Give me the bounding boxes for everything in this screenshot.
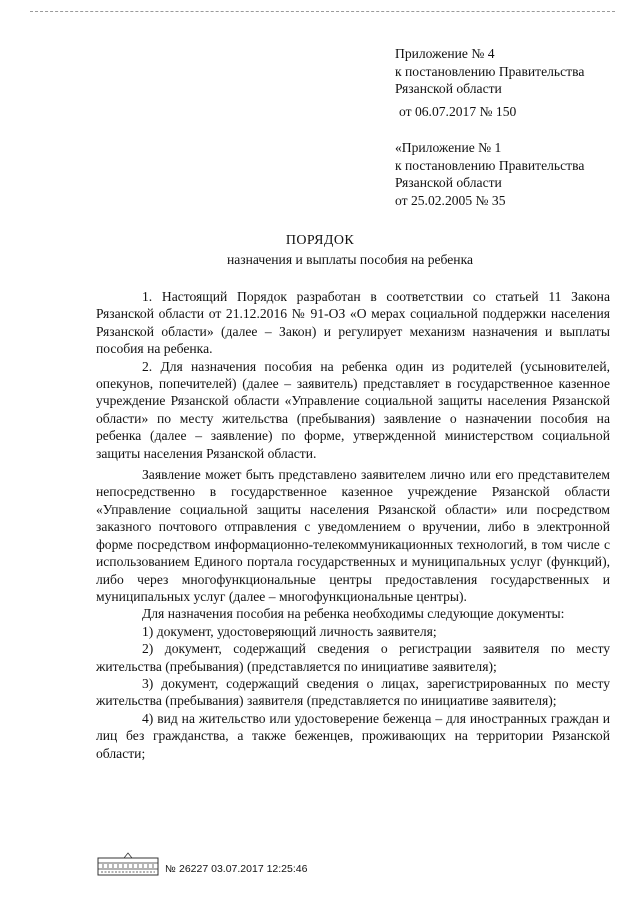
- top-dashed-line: [30, 11, 615, 12]
- document-title: ПОРЯДОК: [285, 233, 355, 248]
- header-line-6: к постановлению Правительства: [395, 157, 585, 173]
- list-item-3: 3) документ, содержащий сведения о лицах, зарегистрированных по месту жительства (пребывания) заявителя (представляется по инициативе заявителя);: [96, 675, 610, 709]
- header-line-2: к постановлению Правительства: [395, 63, 585, 79]
- registration-number: 26227 03.07.2017 12:25:46: [179, 863, 308, 875]
- registration-footer: [97, 852, 417, 878]
- header-line-1: Приложение № 4: [395, 46, 495, 61]
- list-item-4: 4) вид на жительство или удостоверение беженца – для иностранных граждан и лиц без гражданства, а также беженцев, проживающих на территории Рязанской области;: [96, 710, 610, 761]
- list-item-1: 1) документ, удостоверяющий личность заявителя;: [142, 623, 437, 639]
- paragraph-4: Для назначения пособия на ребенка необходимы следующие документы:: [142, 606, 565, 622]
- list-item-2: 2) документ, содержащий сведения о регистрации заявителя по месту жительства (пребывания) (представляется по инициативе заявителя);: [96, 641, 610, 674]
- document-body: [96, 288, 610, 762]
- header-line-7: Рязанской области: [395, 175, 502, 190]
- header-line-4: от 06.07.2017 № 150: [399, 103, 517, 119]
- header-line-8: от 25.02.2005 № 35: [395, 192, 506, 208]
- paragraph-3: Заявление может быть представлено заявителем лично или его представителем непосредственно в государственное казенное учреждение Рязанской области «Управление социальной защиты населения Рязанской области» или посредством заказного почтового отправления с уведомлением о вручении, либо в электронной форме посредством информационно-телекоммуникационных технологий, в том числе с использованием Единого портала государственных и муниципальных услуг (функций), либо через многофункциональные центры предоставления государственных и муниципальных услуг (далее – многофункциональные центры).: [96, 467, 610, 604]
- document-subtitle: назначения и выплаты пособия на ребенка: [226, 252, 474, 267]
- header-line-5: «Приложение № 1: [395, 140, 502, 155]
- registration-number-sign: №: [165, 864, 176, 875]
- appendix-header: [395, 45, 635, 209]
- paragraph-1: 1. Настоящий Порядок разработан в соответствии со статьей 11 Закона Рязанской области от 21.12.2016 № 91-ОЗ «О мерах социальной поддержки населения Рязанской области» (далее – Закон) и регулирует механизм назначения и выплаты пособия на ребенка.: [96, 289, 610, 357]
- registry-stamp-icon: [97, 852, 159, 876]
- header-line-3: Рязанской области: [395, 81, 502, 96]
- paragraph-2: 2. Для назначения пособия на ребенка один из родителей (усыновителей, опекунов, попечителей) (далее – заявитель) представляет в государственное казенное учреждение Рязанской области «Управление социальной защиты населения Рязанской области» по месту жительства (пребывания) заявление о назначении пособия на ребенка (далее – заявление) по форме, утвержденной министерством социальной защиты населения Рязанской области.: [96, 358, 610, 461]
